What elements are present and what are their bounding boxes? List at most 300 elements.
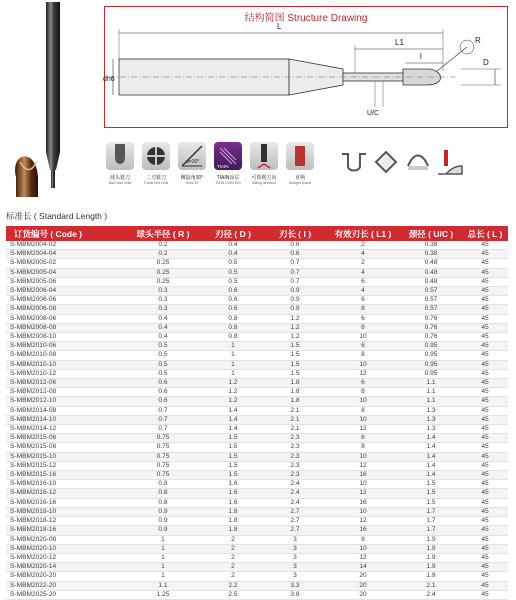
table-row [6, 425, 508, 434]
cell-overall-length: 45 [462, 268, 508, 277]
table-row [6, 241, 508, 250]
cell-neck-diameter: 0.38 [400, 250, 462, 259]
cell-diameter: 1 [202, 369, 264, 378]
cell-overall-length: 45 [462, 544, 508, 553]
cell-flute-length: 3 [264, 535, 326, 544]
cell-diameter: 2.2 [202, 581, 264, 590]
table-row [6, 360, 508, 369]
cell-flute-length: 3 [264, 572, 326, 581]
header-code: 订货编号 ( Code ) [6, 226, 124, 241]
structure-drawing [104, 6, 508, 128]
cell-diameter: 1.2 [202, 388, 264, 397]
cell-flute-length: 1.2 [264, 323, 326, 332]
cell-code: S-MBM2015-06 [6, 434, 124, 443]
cell-effective-length: 12 [326, 425, 400, 434]
cell-overall-length: 45 [462, 415, 508, 424]
cell-diameter: 0.5 [202, 259, 264, 268]
cell-overall-length: 45 [462, 360, 508, 369]
label-D: D [483, 58, 489, 67]
table-body [6, 241, 508, 599]
cell-neck-diameter: 0.57 [400, 305, 462, 314]
feature-zh: 直柄 [294, 175, 305, 181]
cell-diameter: 2 [202, 535, 264, 544]
cell-diameter: 2 [202, 563, 264, 572]
cell-code: S-MBM2016-12 [6, 489, 124, 498]
cell-flute-length: 3 [264, 553, 326, 562]
cell-radius: 1 [124, 563, 202, 572]
cell-overall-length: 45 [462, 323, 508, 332]
cell-diameter: 1.5 [202, 434, 264, 443]
cell-effective-length: 20 [326, 572, 400, 581]
feature-en: Ball nose mills [108, 181, 132, 185]
cell-code: S-MBM2015-12 [6, 461, 124, 470]
cell-overall-length: 45 [462, 397, 508, 406]
cell-radius: 0.75 [124, 434, 202, 443]
label-uc: U/C [367, 110, 380, 117]
cell-radius: 0.5 [124, 369, 202, 378]
table-row [6, 526, 508, 535]
cell-effective-length: 16 [326, 526, 400, 535]
cell-radius: 1 [124, 544, 202, 553]
cell-effective-length: 10 [326, 544, 400, 553]
cell-flute-length: 3 [264, 563, 326, 572]
cell-flute-length: 0.9 [264, 305, 326, 314]
table-row [6, 581, 508, 590]
cell-overall-length: 45 [462, 296, 508, 305]
table-row [6, 563, 508, 572]
cell-flute-length: 1.8 [264, 397, 326, 406]
cell-effective-length: 12 [326, 369, 400, 378]
cell-flute-length: 2.4 [264, 498, 326, 507]
cell-code: S-MBM2016-16 [6, 498, 124, 507]
cell-diameter: 0.6 [202, 305, 264, 314]
cell-code: S-MBM2016-10 [6, 480, 124, 489]
cell-effective-length: 8 [326, 406, 400, 415]
cell-radius: 0.3 [124, 305, 202, 314]
cell-overall-length: 45 [462, 590, 508, 599]
cell-diameter: 2 [202, 544, 264, 553]
cell-overall-length: 45 [462, 507, 508, 516]
cell-diameter: 0.6 [202, 287, 264, 296]
table-row [6, 553, 508, 562]
cell-neck-diameter: 1.1 [400, 388, 462, 397]
cell-neck-diameter: 1.5 [400, 498, 462, 507]
cell-radius: 0.3 [124, 287, 202, 296]
copy-milling-icon [436, 148, 464, 176]
cell-overall-length: 45 [462, 443, 508, 452]
cell-flute-length: 2.3 [264, 452, 326, 461]
cell-neck-diameter: 1.9 [400, 544, 462, 553]
cell-effective-length: 20 [326, 581, 400, 590]
cell-diameter: 0.4 [202, 241, 264, 250]
groove-profile-icon [340, 148, 368, 176]
cell-effective-length: 8 [326, 323, 400, 332]
cell-flute-length: 0.6 [264, 241, 326, 250]
feature-en: Straight shank [288, 181, 312, 185]
cell-flute-length: 0.7 [264, 268, 326, 277]
cell-code: S-MBM2008-10 [6, 333, 124, 342]
milling-direction-icon [250, 142, 278, 170]
cell-overall-length: 45 [462, 480, 508, 489]
table-row [6, 379, 508, 388]
cell-overall-length: 45 [462, 287, 508, 296]
cell-flute-length: 2.3 [264, 471, 326, 480]
cell-flute-length: 2.4 [264, 480, 326, 489]
feature-helix [176, 142, 208, 185]
cell-radius: 0.6 [124, 388, 202, 397]
two-flute-icon [142, 142, 170, 170]
table-row [6, 333, 508, 342]
cell-flute-length: 1.5 [264, 360, 326, 369]
cell-neck-diameter: 2.1 [400, 581, 462, 590]
cell-effective-length: 10 [326, 415, 400, 424]
cell-radius: 0.75 [124, 461, 202, 470]
cell-radius: 0.9 [124, 526, 202, 535]
structure-diagram [105, 7, 509, 129]
cell-overall-length: 45 [462, 572, 508, 581]
cell-code: S-MBM2005-02 [6, 259, 124, 268]
cell-flute-length: 1.5 [264, 342, 326, 351]
cell-neck-diameter: 1.1 [400, 397, 462, 406]
cell-code: S-MBM2006-08 [6, 305, 124, 314]
cell-radius: 0.9 [124, 507, 202, 516]
cell-overall-length: 45 [462, 581, 508, 590]
end-mill-photo [8, 2, 98, 202]
spec-table [6, 226, 508, 600]
cell-diameter: 1 [202, 360, 264, 369]
cell-effective-length: 12 [326, 461, 400, 470]
cell-radius: 1 [124, 553, 202, 562]
cell-flute-length: 1.5 [264, 369, 326, 378]
cell-overall-length: 45 [462, 535, 508, 544]
cell-overall-length: 45 [462, 259, 508, 268]
table-row [6, 305, 508, 314]
cell-radius: 0.8 [124, 498, 202, 507]
cell-neck-diameter: 2.4 [400, 590, 462, 599]
feature-en: TIAIN COATING [215, 181, 241, 185]
cell-diameter: 1.5 [202, 452, 264, 461]
cell-neck-diameter: 1.9 [400, 563, 462, 572]
cell-overall-length: 45 [462, 305, 508, 314]
cell-code: S-MBM2015-16 [6, 471, 124, 480]
cell-flute-length: 0.7 [264, 277, 326, 286]
table-row [6, 369, 508, 378]
feature-zh: 二刃铣刀 [145, 175, 166, 181]
cell-diameter: 1.2 [202, 397, 264, 406]
cell-effective-length: 8 [326, 305, 400, 314]
cell-flute-length: 1.2 [264, 314, 326, 323]
cell-radius: 0.5 [124, 360, 202, 369]
cell-overall-length: 45 [462, 471, 508, 480]
cell-flute-length: 2.7 [264, 526, 326, 535]
feature-zh: TIAIN涂层 [216, 175, 240, 181]
cell-radius: 0.75 [124, 443, 202, 452]
cell-effective-length: 8 [326, 443, 400, 452]
cell-neck-diameter: 0.48 [400, 259, 462, 268]
cell-radius: 0.4 [124, 333, 202, 342]
cell-overall-length: 45 [462, 406, 508, 415]
feature-zh: 可铣削方向 [251, 175, 277, 181]
cell-diameter: 1.8 [202, 526, 264, 535]
cell-diameter: 1.8 [202, 507, 264, 516]
cell-flute-length: 0.9 [264, 287, 326, 296]
cell-code: S-MBM2008-08 [6, 323, 124, 332]
cell-effective-length: 2 [326, 259, 400, 268]
coating-badge: TIAIN [217, 164, 229, 169]
cell-flute-length: 1.8 [264, 379, 326, 388]
table-row [6, 342, 508, 351]
cell-overall-length: 45 [462, 388, 508, 397]
cell-effective-length: 12 [326, 517, 400, 526]
cell-flute-length: 2.1 [264, 406, 326, 415]
cell-effective-length: 4 [326, 287, 400, 296]
cell-radius: 0.8 [124, 489, 202, 498]
cell-code: S-MBM2004-04 [6, 250, 124, 259]
cell-neck-diameter: 0.95 [400, 342, 462, 351]
cell-diameter: 0.5 [202, 277, 264, 286]
cell-flute-length: 2.1 [264, 425, 326, 434]
cell-neck-diameter: 1.4 [400, 443, 462, 452]
cell-flute-length: 2.1 [264, 415, 326, 424]
cell-effective-length: 6 [326, 277, 400, 286]
cell-overall-length: 45 [462, 277, 508, 286]
cell-effective-length: 10 [326, 397, 400, 406]
cell-diameter: 1.4 [202, 415, 264, 424]
cell-code: S-MBM2015-10 [6, 452, 124, 461]
cell-effective-length: 6 [326, 342, 400, 351]
cell-flute-length: 0.7 [264, 259, 326, 268]
cell-radius: 0.7 [124, 406, 202, 415]
drawing-title: 结构简图 Structure Drawing [244, 13, 368, 24]
cell-flute-length: 2.7 [264, 507, 326, 516]
header-diameter: 刃径 ( D ) [202, 226, 264, 241]
cell-effective-length: 6 [326, 434, 400, 443]
cell-code: S-MBM2004-02 [6, 241, 124, 250]
cell-code: S-MBM2005-06 [6, 277, 124, 286]
cell-effective-length: 6 [326, 296, 400, 305]
cell-diameter: 1.6 [202, 498, 264, 507]
cell-neck-diameter: 1.4 [400, 452, 462, 461]
coating-icon [214, 142, 242, 170]
cell-code: S-MBM2020-12 [6, 553, 124, 562]
feature-two-flute [140, 142, 172, 185]
cell-overall-length: 45 [462, 461, 508, 470]
cell-diameter: 1.2 [202, 379, 264, 388]
table-row [6, 259, 508, 268]
cell-effective-length: 10 [326, 452, 400, 461]
cell-diameter: 0.5 [202, 268, 264, 277]
cell-neck-diameter: 1.7 [400, 507, 462, 516]
cell-diameter: 1 [202, 342, 264, 351]
cell-effective-length: 14 [326, 563, 400, 572]
cell-code: S-MBM2020-20 [6, 572, 124, 581]
cell-effective-length: 6 [326, 379, 400, 388]
cell-diameter: 1.8 [202, 517, 264, 526]
cell-radius: 0.7 [124, 425, 202, 434]
cell-radius: 0.5 [124, 342, 202, 351]
cell-neck-diameter: 1.4 [400, 461, 462, 470]
cell-neck-diameter: 0.95 [400, 360, 462, 369]
feature-icons [104, 142, 334, 192]
helix-angle: α=30° [186, 159, 200, 165]
cell-overall-length: 45 [462, 434, 508, 443]
cell-flute-length: 0.9 [264, 296, 326, 305]
cell-neck-diameter: 1.1 [400, 379, 462, 388]
feature-milling-direction [248, 142, 280, 185]
cell-effective-length: 16 [326, 498, 400, 507]
cell-code: S-MBM2012-06 [6, 379, 124, 388]
cell-diameter: 1.5 [202, 471, 264, 480]
cell-diameter: 1.5 [202, 443, 264, 452]
cell-flute-length: 1.2 [264, 333, 326, 342]
header-neck-diameter: 颈径 ( U/C ) [400, 226, 462, 241]
cell-code: S-MBM2022-20 [6, 581, 124, 590]
cell-code: S-MBM2015-08 [6, 443, 124, 452]
cell-neck-diameter: 0.48 [400, 268, 462, 277]
cell-overall-length: 45 [462, 241, 508, 250]
cell-code: S-MBM2018-16 [6, 526, 124, 535]
cell-code: S-MBM2006-04 [6, 287, 124, 296]
table-row [6, 314, 508, 323]
cell-radius: 0.25 [124, 259, 202, 268]
cell-code: S-MBM2006-06 [6, 296, 124, 305]
feature-ball-nose [104, 142, 136, 185]
cell-radius: 0.6 [124, 379, 202, 388]
cell-neck-diameter: 0.57 [400, 296, 462, 305]
cell-neck-diameter: 0.76 [400, 314, 462, 323]
cell-flute-length: 3.3 [264, 581, 326, 590]
feature-en: Helix 30 [185, 181, 199, 185]
table-row [6, 250, 508, 259]
cell-neck-diameter: 1.3 [400, 415, 462, 424]
cell-neck-diameter: 1.4 [400, 434, 462, 443]
cell-radius: 0.4 [124, 314, 202, 323]
label-L1: L1 [395, 38, 404, 47]
section-title: 标准长 ( Standard Length ) [6, 211, 108, 221]
cell-neck-diameter: 0.57 [400, 287, 462, 296]
cell-neck-diameter: 1.7 [400, 517, 462, 526]
cell-flute-length: 2.4 [264, 489, 326, 498]
cell-overall-length: 45 [462, 250, 508, 259]
table-row [6, 452, 508, 461]
cell-effective-length: 12 [326, 489, 400, 498]
table-row [6, 572, 508, 581]
cell-diameter: 2.5 [202, 590, 264, 599]
cell-radius: 0.8 [124, 480, 202, 489]
cell-effective-length: 20 [326, 590, 400, 599]
cell-diameter: 1.6 [202, 489, 264, 498]
cell-diameter: 0.8 [202, 314, 264, 323]
cell-code: S-MBM2010-12 [6, 369, 124, 378]
cell-diameter: 0.6 [202, 296, 264, 305]
label-l: l [420, 52, 422, 61]
cell-radius: 0.25 [124, 268, 202, 277]
cell-flute-length: 2.3 [264, 443, 326, 452]
label-dh6: dh6 [103, 76, 115, 83]
cell-diameter: 2 [202, 572, 264, 581]
table-row [6, 287, 508, 296]
ball-nose-icon [106, 142, 134, 170]
table-row [6, 489, 508, 498]
cell-code: S-MBM2014-10 [6, 415, 124, 424]
cell-flute-length: 3.8 [264, 590, 326, 599]
cell-diameter: 2 [202, 553, 264, 562]
feature-zh: 螺旋角30° [180, 175, 204, 181]
table-row [6, 517, 508, 526]
table-header-row [6, 226, 508, 241]
cell-code: S-MBM2020-14 [6, 563, 124, 572]
cell-flute-length: 2.3 [264, 461, 326, 470]
cell-effective-length: 4 [326, 268, 400, 277]
cell-effective-length: 10 [326, 507, 400, 516]
cell-code: S-MBM2010-10 [6, 360, 124, 369]
table-row [6, 397, 508, 406]
feature-zh: 球头铣刀 [109, 175, 130, 181]
cell-neck-diameter: 0.48 [400, 277, 462, 286]
table-row [6, 434, 508, 443]
table-row [6, 507, 508, 516]
cell-effective-length: 8 [326, 388, 400, 397]
cell-code: S-MBM2020-08 [6, 535, 124, 544]
table-row [6, 415, 508, 424]
cell-neck-diameter: 1.5 [400, 489, 462, 498]
table-row [6, 544, 508, 553]
cell-radius: 0.75 [124, 452, 202, 461]
cell-diameter: 0.8 [202, 333, 264, 342]
cell-diameter: 1.6 [202, 480, 264, 489]
cell-radius: 0.4 [124, 323, 202, 332]
cell-radius: 0.25 [124, 277, 202, 286]
cell-radius: 0.75 [124, 471, 202, 480]
cell-effective-length: 10 [326, 360, 400, 369]
cell-overall-length: 45 [462, 369, 508, 378]
cell-neck-diameter: 1.9 [400, 553, 462, 562]
cell-code: S-MBM2010-06 [6, 342, 124, 351]
cell-radius: 1 [124, 535, 202, 544]
table-row [6, 535, 508, 544]
cell-diameter: 0.8 [202, 323, 264, 332]
cell-radius: 0.7 [124, 415, 202, 424]
cell-code: S-MBM2010-08 [6, 351, 124, 360]
cell-code: S-MBM2008-06 [6, 314, 124, 323]
cell-diameter: 1.5 [202, 461, 264, 470]
cell-code: S-MBM2012-10 [6, 397, 124, 406]
cell-diameter: 1.4 [202, 425, 264, 434]
cell-overall-length: 45 [462, 425, 508, 434]
cell-neck-diameter: 1.7 [400, 526, 462, 535]
feature-en: Milling direction [251, 181, 277, 185]
straight-shank-icon [286, 142, 314, 170]
table-row [6, 351, 508, 360]
feature-straight-shank [284, 142, 316, 185]
cell-radius: 0.2 [124, 241, 202, 250]
table-row [6, 388, 508, 397]
header-radius: 球头半径 ( R ) [124, 226, 202, 241]
cell-neck-diameter: 1.3 [400, 406, 462, 415]
cell-diameter: 1 [202, 351, 264, 360]
cell-code: S-MBM2012-08 [6, 388, 124, 397]
cell-effective-length: 8 [326, 351, 400, 360]
pocket-profile-icon [372, 148, 400, 176]
label-L: L [277, 22, 282, 31]
cell-flute-length: 0.6 [264, 250, 326, 259]
slot-profile-icon [404, 148, 432, 176]
cell-overall-length: 45 [462, 526, 508, 535]
feature-en: 2-flute end mills [143, 181, 169, 185]
feature-coating [212, 142, 244, 185]
table-row [6, 590, 508, 599]
cell-overall-length: 45 [462, 379, 508, 388]
